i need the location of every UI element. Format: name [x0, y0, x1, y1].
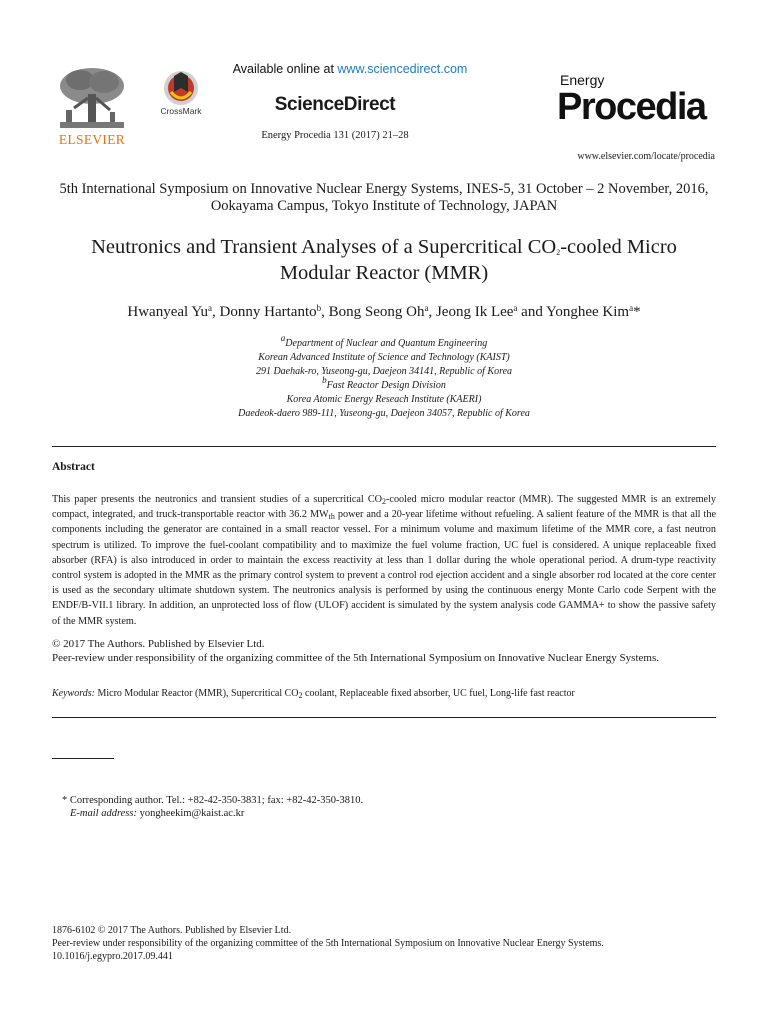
- author-name: Jeong Ik Lee: [435, 304, 514, 320]
- affil-b-text1: Fast Reactor Design Division: [326, 380, 446, 391]
- author-name: Bong Seong Oh: [328, 304, 425, 320]
- affiliations: [0, 333, 768, 421]
- affiliation-b-line2: Korea Atomic Energy Reseach Institute (KAERI): [286, 394, 482, 405]
- author-affil-mark: a: [208, 303, 213, 313]
- abstract-sub-1: 2: [382, 497, 387, 506]
- abstract-text-3: power and a 20-year lifetime without refueling. A salient feature of the MMR is that all the components including the generator are contained in a small reactor vessel. For a minimum volume and maximum lifetime of the MMR core, a fast neutron spectrum is utilized. To improve the fuel-coolant compatibility and to maximize the fuel volume fraction, UC fuel is considered. A unique replaceable fixed absorber (RFA) is also introduced in order to maintain the excess reactivity at less than 1 dollar during the whole operational period. A drum-type reactivity control system is adopted in the MMR as the primary control system to prevent a control rod ejection accident and a single absorber rod located at the core center is used as the secondary ultimate shutdown system. The neutronics analysis is performed by using the continuous energy Monte Carlo code Serpent with the ENDF/B-VII.1 library. In addition, an unprotected loss of flow (ULOF) accident is simulated by the system analysis code GAMMA+ to show the passive safety of the MMR system.: [52, 509, 716, 627]
- abstract-text-2: -cooled micro modular reactor (MMR). The suggested MMR is an extremely compact, integrated, and truck-transportable reactor with 36.2 MW: [52, 494, 716, 521]
- affiliation-b-line3: Daedeok-daero 989-111, Yuseong-gu, Daejeon 34057, Republic of Korea: [238, 408, 530, 419]
- affiliation-a-line1: [0, 333, 768, 351]
- author-separator: ,: [212, 304, 220, 320]
- abstract-bottom-rule: [52, 717, 716, 718]
- journal-reference: Energy Procedia 131 (2017) 21–28: [261, 130, 409, 141]
- affil-mark-a: a: [280, 333, 286, 343]
- paper-title: [0, 234, 768, 286]
- issn-line: 1876-6102 © 2017 The Authors. Published by Elsevier Ltd.: [52, 925, 292, 936]
- peer-review-line: Peer-review under responsibility of the organizing committee of the 5th International Symposium on Innovative Nuclear Energy Systems.: [52, 652, 659, 664]
- sciencedirect-logo: ScienceDirect: [274, 94, 396, 115]
- footer-peer-review: Peer-review under responsibility of the organizing committee of the 5th International Symposium on Innovative Nuclear Energy Systems.: [52, 938, 604, 949]
- crossmark-label: CrossMark: [160, 106, 202, 116]
- journal-url[interactable]: www.elsevier.com/locate/procedia: [577, 151, 715, 162]
- journal-name-big: Procedia: [557, 86, 706, 128]
- title-subscript: 2: [556, 248, 561, 257]
- copyright-line: © 2017 The Authors. Published by Elsevier Ltd.: [52, 638, 265, 650]
- keywords-text-2: coolant, Replaceable fixed absorber, UC fuel, Long-life fast reactor: [302, 688, 575, 699]
- author-affil-mark: a: [513, 303, 518, 313]
- author-name: Hwanyeal Yu: [127, 304, 209, 320]
- title-part2: -cooled Micro Modular Reactor (MMR): [279, 236, 677, 284]
- available-prefix: Available online at: [232, 62, 338, 76]
- keywords-label: Keywords:: [52, 688, 95, 699]
- keywords-sub: 2: [298, 691, 303, 700]
- author-separator: *: [633, 304, 641, 320]
- corresponding-author: * Corresponding author. Tel.: +82-42-350-3831; fax: +82-42-350-3810.: [62, 795, 364, 806]
- footnote-rule: [52, 758, 114, 759]
- email-label: E-mail address:: [70, 808, 137, 819]
- author-separator: and: [517, 304, 547, 320]
- keywords-text-1: Micro Modular Reactor (MMR), Supercritical CO: [94, 688, 299, 699]
- journal-name-small: Energy: [560, 72, 605, 88]
- abstract-top-rule: [52, 446, 716, 447]
- email-line: [70, 808, 244, 819]
- abstract-heading: Abstract: [52, 461, 95, 473]
- affiliation-a-line3: 291 Daehak-ro, Yuseong-gu, Daejeon 34141, Republic of Korea: [255, 366, 513, 377]
- author-affil-mark: a: [424, 303, 429, 313]
- abstract-body: [52, 492, 716, 629]
- author-name: Yonghee Kim: [546, 304, 630, 320]
- keywords: [52, 688, 716, 699]
- copyright-block: [52, 637, 732, 665]
- author-affil-mark: a: [629, 303, 634, 313]
- abstract-text-1: This paper presents the neutronics and transient studies of a supercritical CO: [52, 494, 383, 505]
- affiliation-b-line1: [0, 375, 768, 393]
- author-separator: ,: [428, 304, 436, 320]
- author-list: [0, 304, 768, 321]
- author-separator: ,: [321, 304, 329, 320]
- email-address[interactable]: yongheekim@kaist.ac.kr: [136, 808, 245, 819]
- title-part1: Neutronics and Transient Analyses of a Supercritical CO: [91, 236, 557, 258]
- conference-line: 5th International Symposium on Innovative Nuclear Energy Systems, INES-5, 31 October – 2 November, 2016, Ookayama Campus, Tokyo Institute of Technology, JAPAN: [59, 181, 709, 214]
- affil-a-text1: Department of Nuclear and Quantum Engineering: [285, 338, 488, 349]
- publisher-wordmark: ELSEVIER: [58, 132, 126, 147]
- doi[interactable]: 10.1016/j.egypro.2017.09.441: [52, 951, 173, 962]
- abstract-sub-2: th: [328, 512, 335, 522]
- affil-mark-b: b: [322, 375, 327, 385]
- affiliation-a-line2: Korean Advanced Institute of Science and Technology (KAIST): [258, 352, 510, 363]
- author-name: Donny Hartanto: [219, 304, 317, 320]
- sciencedirect-link[interactable]: www.sciencedirect.com: [337, 62, 468, 76]
- author-affil-mark: b: [316, 303, 322, 313]
